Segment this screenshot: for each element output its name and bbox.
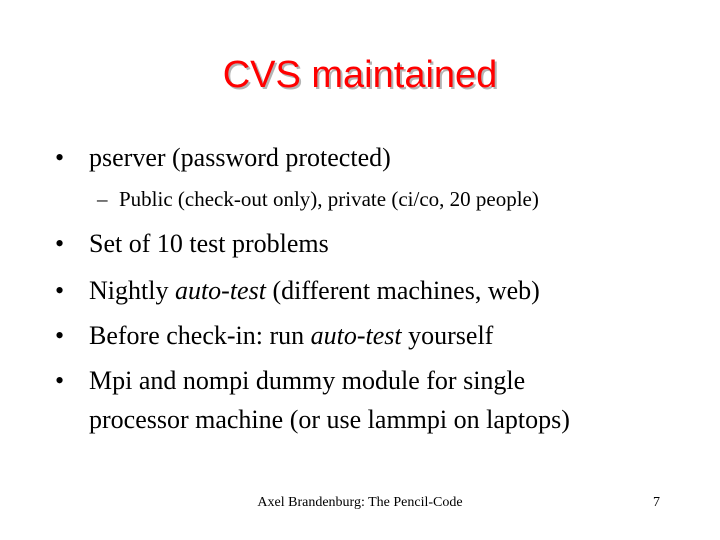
bullet-text-part: yourself: [401, 321, 494, 350]
bullet-marker: •: [55, 143, 65, 172]
footer-author: Axel Brandenburg: The Pencil-Code: [257, 495, 463, 510]
slide-title: CVS maintained: [222, 54, 498, 96]
bullet-text: [89, 320, 493, 352]
bullet-text-part: (different machines, web): [265, 276, 540, 305]
bullet-text-emphasis: auto-test: [310, 321, 402, 350]
bullet-text: pserver (password protected): [89, 143, 391, 172]
bullet-text-emphasis: auto-test: [174, 276, 266, 305]
bullet-text-line2: processor machine (or use lammpi on laptops): [89, 405, 570, 434]
bullet-marker: •: [55, 366, 65, 395]
bullet-text-part: Nightly: [89, 276, 175, 305]
bullet-marker: •: [55, 276, 65, 305]
bullet-text: Set of 10 test problems: [89, 229, 329, 258]
page-number: 7: [653, 495, 660, 510]
sub-bullet-marker: –: [97, 187, 108, 211]
bullet-marker: •: [55, 321, 65, 350]
bullet-marker: •: [55, 229, 65, 258]
bullet-text-part: Before check-in: run: [89, 321, 311, 350]
sub-bullet-text: Public (check-out only), private (ci/co, 20 people): [119, 187, 539, 211]
bullet-text-line1: Mpi and nompi dummy module for single: [89, 366, 526, 395]
bullet-text: [89, 275, 540, 307]
